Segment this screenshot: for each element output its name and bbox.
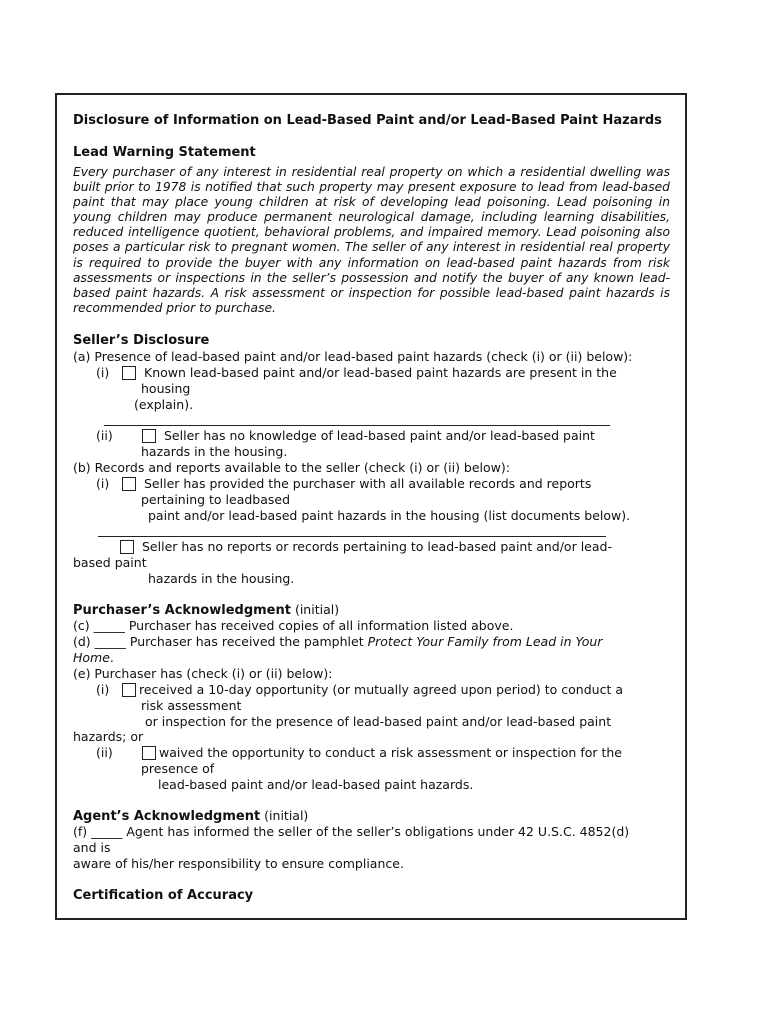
seller-b-ii-continued-1: based paint [73, 555, 147, 570]
purchaser-e-i-text: received a 10-day opportunity (or mutually agreed upon period) to conduct a [139, 682, 623, 697]
purchaser-d-line [73, 634, 602, 650]
documents-line[interactable] [98, 536, 606, 537]
purchaser-heading: Purchaser’s Acknowledgment [73, 603, 291, 618]
seller-disclosure-heading: Seller’s Disclosure [73, 333, 210, 348]
pamphlet-title: Protect Your Family from Lead in Your [367, 634, 603, 649]
agent-f-continued-1: and is [73, 840, 111, 855]
purchaser-heading-line [73, 602, 339, 619]
seller-a-ii-text: Seller has no knowledge of lead-based paint and/or lead-based paint [164, 428, 595, 443]
purchaser-e-i-checkbox[interactable] [122, 683, 136, 697]
pamphlet-period: . [109, 650, 114, 665]
purchaser-initial: (initial) [294, 602, 340, 617]
seller-a-i-number: (i) [96, 365, 110, 380]
seller-a-i-explain: (explain). [134, 397, 194, 412]
seller-a-ii-number: (ii) [96, 428, 113, 443]
purchaser-e-i-number: (i) [96, 682, 110, 697]
seller-a-text: (a) Presence of lead-based paint and/or lead-based paint hazards (check (i) or (ii) below): [73, 349, 633, 364]
seller-a-ii-continued: hazards in the housing. [141, 444, 288, 459]
seller-b-ii-checkbox[interactable] [120, 540, 134, 554]
purchaser-c-text: (c) _____ Purchaser has received copies of all information listed above. [73, 618, 514, 633]
purchaser-e-i-continued-1: risk assessment [141, 698, 242, 713]
purchaser-e-ii-continued-1: presence of [141, 761, 215, 776]
seller-b-i-continued-1: pertaining to leadbased [141, 492, 291, 507]
purchaser-e-ii-text: waived the opportunity to conduct a risk assessment or inspection for the [159, 745, 622, 760]
seller-b-i-continued-2: paint and/or lead-based paint hazards in the housing (list documents below). [148, 508, 631, 523]
purchaser-e-i-continued-2: or inspection for the presence of lead-based paint and/or lead-based paint [145, 714, 612, 729]
seller-a-ii-checkbox[interactable] [142, 429, 156, 443]
agent-heading-line [73, 808, 308, 825]
lead-warning-text: Every purchaser of any interest in residential real property on which a residential dwelling was built prior to 1978 is notified that such property may present exposure to lead from lead-based paint that may place young children at risk of developing lead poisoning. Lead poisoning in young children may produce permanent neurological damage, including learning disabilities, reduced intelligence quotient, behavioral problems, and impaired memory. Lead poisoning also poses a particular risk to pregnant women. The seller of any interest in residential real property is required to provide the buyer with any information on lead-based paint hazards from risk assessments or inspections in the seller’s possession and notify the buyer of any known lead-based paint hazards. A risk assessment or inspection for possible lead-based paint hazards is recommended prior to purchase. [73, 165, 670, 315]
agent-heading: Agent’s Acknowledgment [73, 809, 261, 824]
purchaser-d-continued [73, 650, 114, 666]
agent-initial: (initial) [264, 808, 309, 823]
purchaser-d-text: (d) _____ Purchaser has received the pamphlet [73, 634, 364, 649]
pamphlet-title-continued: Home [73, 650, 110, 665]
agent-f-continued-2: aware of his/her responsibility to ensure compliance. [73, 856, 404, 871]
seller-b-i-checkbox[interactable] [122, 477, 136, 491]
seller-b-ii-text: Seller has no reports or records pertaining to lead-based paint and/or lead- [142, 539, 612, 554]
lead-warning-heading: Lead Warning Statement [73, 145, 256, 160]
purchaser-e-ii-number: (ii) [96, 745, 113, 760]
seller-b-ii-continued-2: hazards in the housing. [148, 571, 295, 586]
purchaser-e-ii-continued-2: lead-based paint and/or lead-based paint hazards. [158, 777, 474, 792]
document-title: Disclosure of Information on Lead-Based Paint and/or Lead-Based Paint Hazards [73, 113, 662, 128]
purchaser-e-i-continued-3: hazards; or [73, 729, 144, 744]
seller-a-i-continued: housing [141, 381, 191, 396]
explain-line[interactable] [104, 425, 610, 426]
seller-a-i-text: Known lead-based paint and/or lead-based paint hazards are present in the [144, 365, 617, 380]
certification-heading: Certification of Accuracy [73, 888, 254, 903]
purchaser-e-text: (e) Purchaser has (check (i) or (ii) below): [73, 666, 333, 681]
agent-f-text: (f) _____ Agent has informed the seller of the seller’s obligations under 42 U.S.C. 4852(d) [73, 824, 630, 839]
seller-b-i-number: (i) [96, 476, 110, 491]
seller-b-text: (b) Records and reports available to the seller (check (i) or (ii) below): [73, 460, 510, 475]
seller-a-i-checkbox[interactable] [122, 366, 136, 380]
seller-b-i-text: Seller has provided the purchaser with all available records and reports [144, 476, 592, 491]
purchaser-e-ii-checkbox[interactable] [142, 746, 156, 760]
